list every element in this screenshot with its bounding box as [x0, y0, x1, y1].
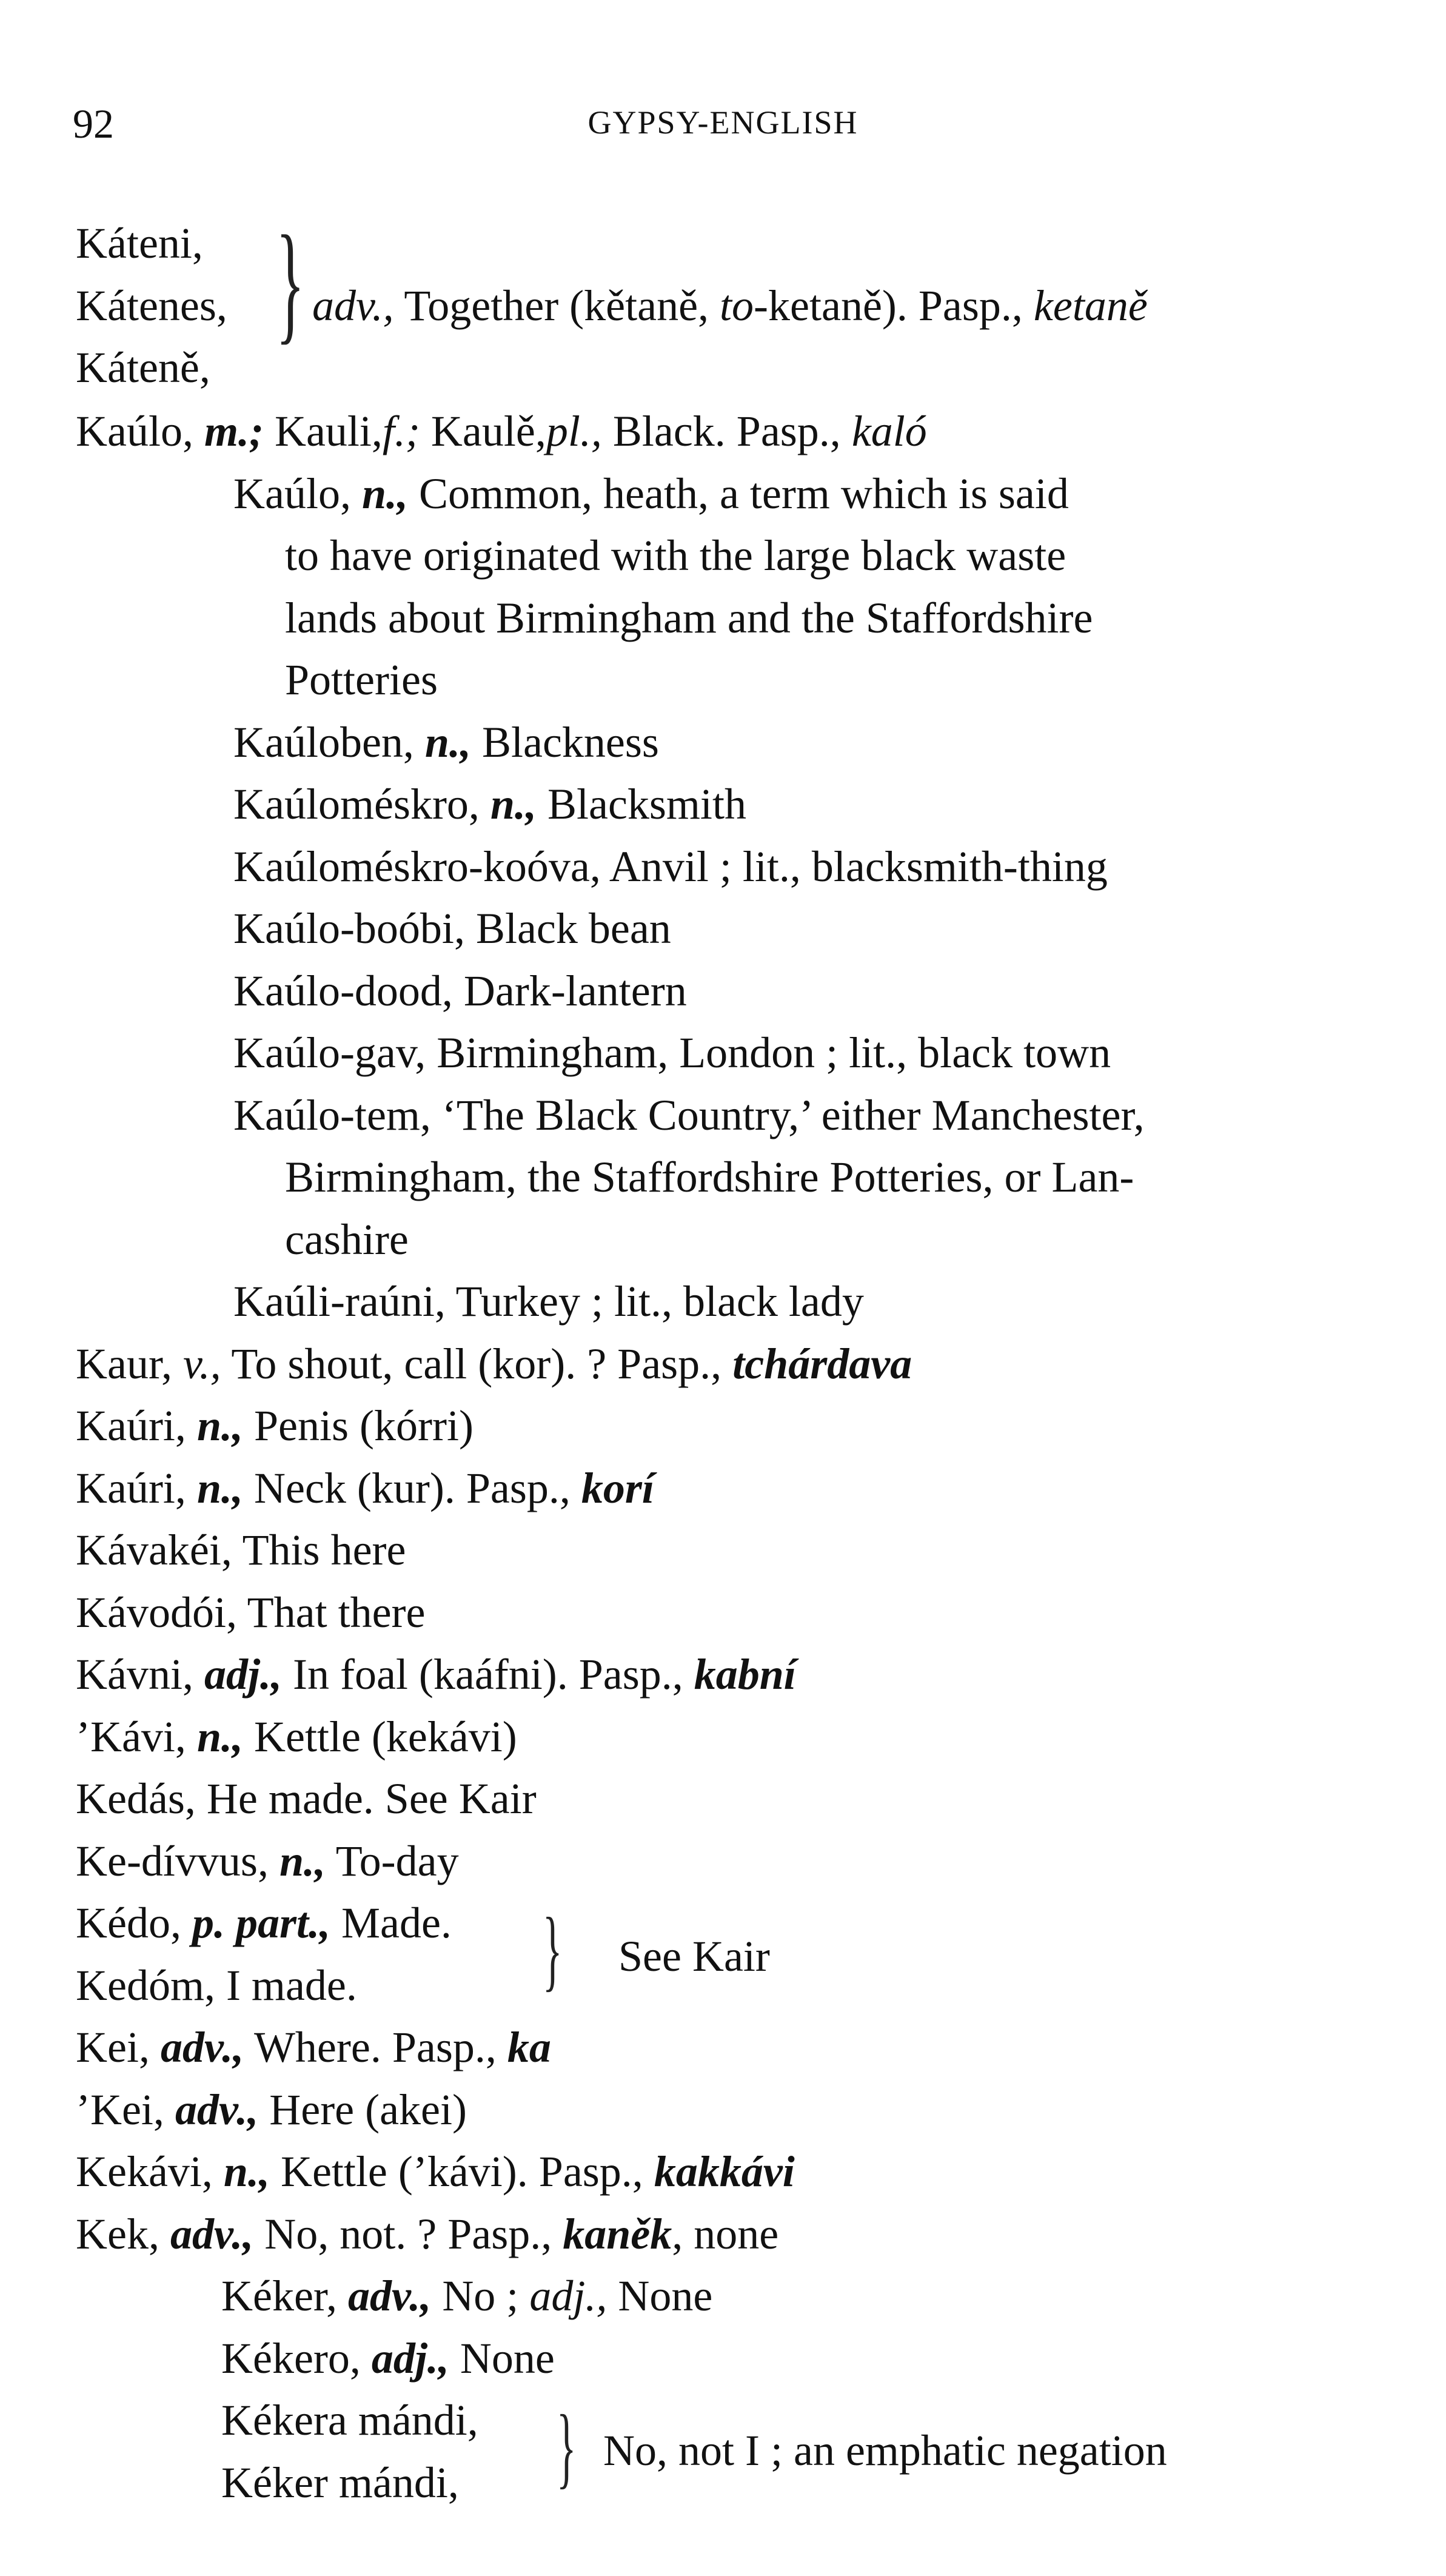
brace-symbol: }	[276, 208, 305, 356]
entry-katenes: Kátenes,	[76, 281, 227, 330]
entry-kavi: ’Kávi, n., Kettle (kekávi)	[76, 1712, 517, 1761]
entry-kavni: Kávni, adj., In foal (kaáfni). Pasp., kabní	[76, 1650, 796, 1699]
entry-kedas: Kedás, He made. See Kair	[76, 1774, 537, 1823]
entry-kedom: Kedóm, I made.	[76, 1961, 357, 2010]
entry-kauli-rauni: Kaúli-raúni, Turkey ; lit., black lady	[233, 1277, 864, 1326]
entry-kei: Kei, adv., Where. Pasp., ka	[76, 2023, 551, 2071]
brace-symbol: }	[543, 1899, 563, 2000]
entry-kaulomeskro: Kaúloméskro, n., Blacksmith	[233, 780, 746, 828]
page-number: 92	[73, 101, 114, 147]
entry-kauloben: Kaúloben, n., Blackness	[233, 718, 659, 766]
entry-ke-divvus: Ke-dívvus, n., To-day	[76, 1837, 459, 1885]
running-head: GYPSY-ENGLISH	[587, 104, 859, 141]
entry-kaulo-dood: Kaúlo-dood, Dark-lantern	[233, 967, 687, 1015]
brace-symbol: }	[557, 2397, 577, 2497]
entry-kaulo-boobi: Kaúlo-boóbi, Black bean	[233, 904, 671, 953]
entry-kavodoi: Kávodói, That there	[76, 1588, 426, 1637]
entry-kaulo-common: Kaúlo, n., Common, heath, a term which is said	[233, 469, 1069, 518]
entry-kateni: Káteni,	[76, 219, 203, 267]
entry-kaulo-gav: Kaúlo-gav, Birmingham, London ; lit., black town	[233, 1028, 1111, 1077]
entry-kaulo-common-cont: lands about Birmingham and the Staffordshire	[285, 594, 1093, 642]
entry-keker: Kéker, adv., No ; adj., None	[221, 2272, 713, 2320]
entry-kauri-neck: Kaúri, n., Neck (kur). Pasp., korí	[76, 1464, 654, 1512]
page-header	[0, 100, 1446, 149]
entry-kauri-penis: Kaúri, n., Penis (kórri)	[76, 1401, 474, 1450]
entry-kekera-mandi: Kékera mándi,	[221, 2396, 478, 2444]
entry-kei-here: ’Kei, adv., Here (akei)	[76, 2085, 467, 2134]
entry-kaulo-tem-cont: cashire	[285, 1215, 409, 1264]
entry-kedo-see-kair: See Kair	[618, 1932, 770, 1981]
entry-kedo: Kédo, p. part., Made.	[76, 1899, 452, 1947]
entry-kaulo: Kaúlo, m.; Kauli,f.; Kaulě,pl., Black. Pasp., kaló	[76, 407, 927, 455]
entry-kek: Kek, adv., No, not. ? Pasp., kaněk, none	[76, 2210, 779, 2258]
entry-kekavi: Kekávi, n., Kettle (’kávi). Pasp., kakkávi	[76, 2147, 795, 2196]
entry-kateni-definition: adv., Together (kětaně, to-ketaně). Pasp., ketaně	[312, 281, 1148, 330]
entry-kaulo-tem: Kaúlo-tem, ‘The Black Country,’ either Manchester,	[233, 1091, 1145, 1139]
entry-kaulo-common-cont: to have originated with the large black waste	[285, 531, 1066, 580]
entry-katene: Káteně,	[76, 343, 210, 392]
entry-kavakei: Kávakéi, This here	[76, 1526, 406, 1574]
entry-kaulo-tem-cont: Birmingham, the Staffordshire Potteries, or Lan-	[285, 1153, 1134, 1201]
entry-kaulo-common-cont: Potteries	[285, 656, 438, 704]
entry-kaur: Kaur, v., To shout, call (kor). ? Pasp., tchárdava	[76, 1340, 912, 1388]
entry-kekera-definition: No, not I ; an emphatic negation	[603, 2426, 1167, 2475]
entry-keker-mandi: Kéker mándi,	[221, 2458, 459, 2507]
entry-kekero: Kékero, adj., None	[221, 2334, 555, 2383]
entry-kaulomeskro-koova: Kaúloméskro-koóva, Anvil ; lit., blacksmith-thing	[233, 842, 1108, 891]
